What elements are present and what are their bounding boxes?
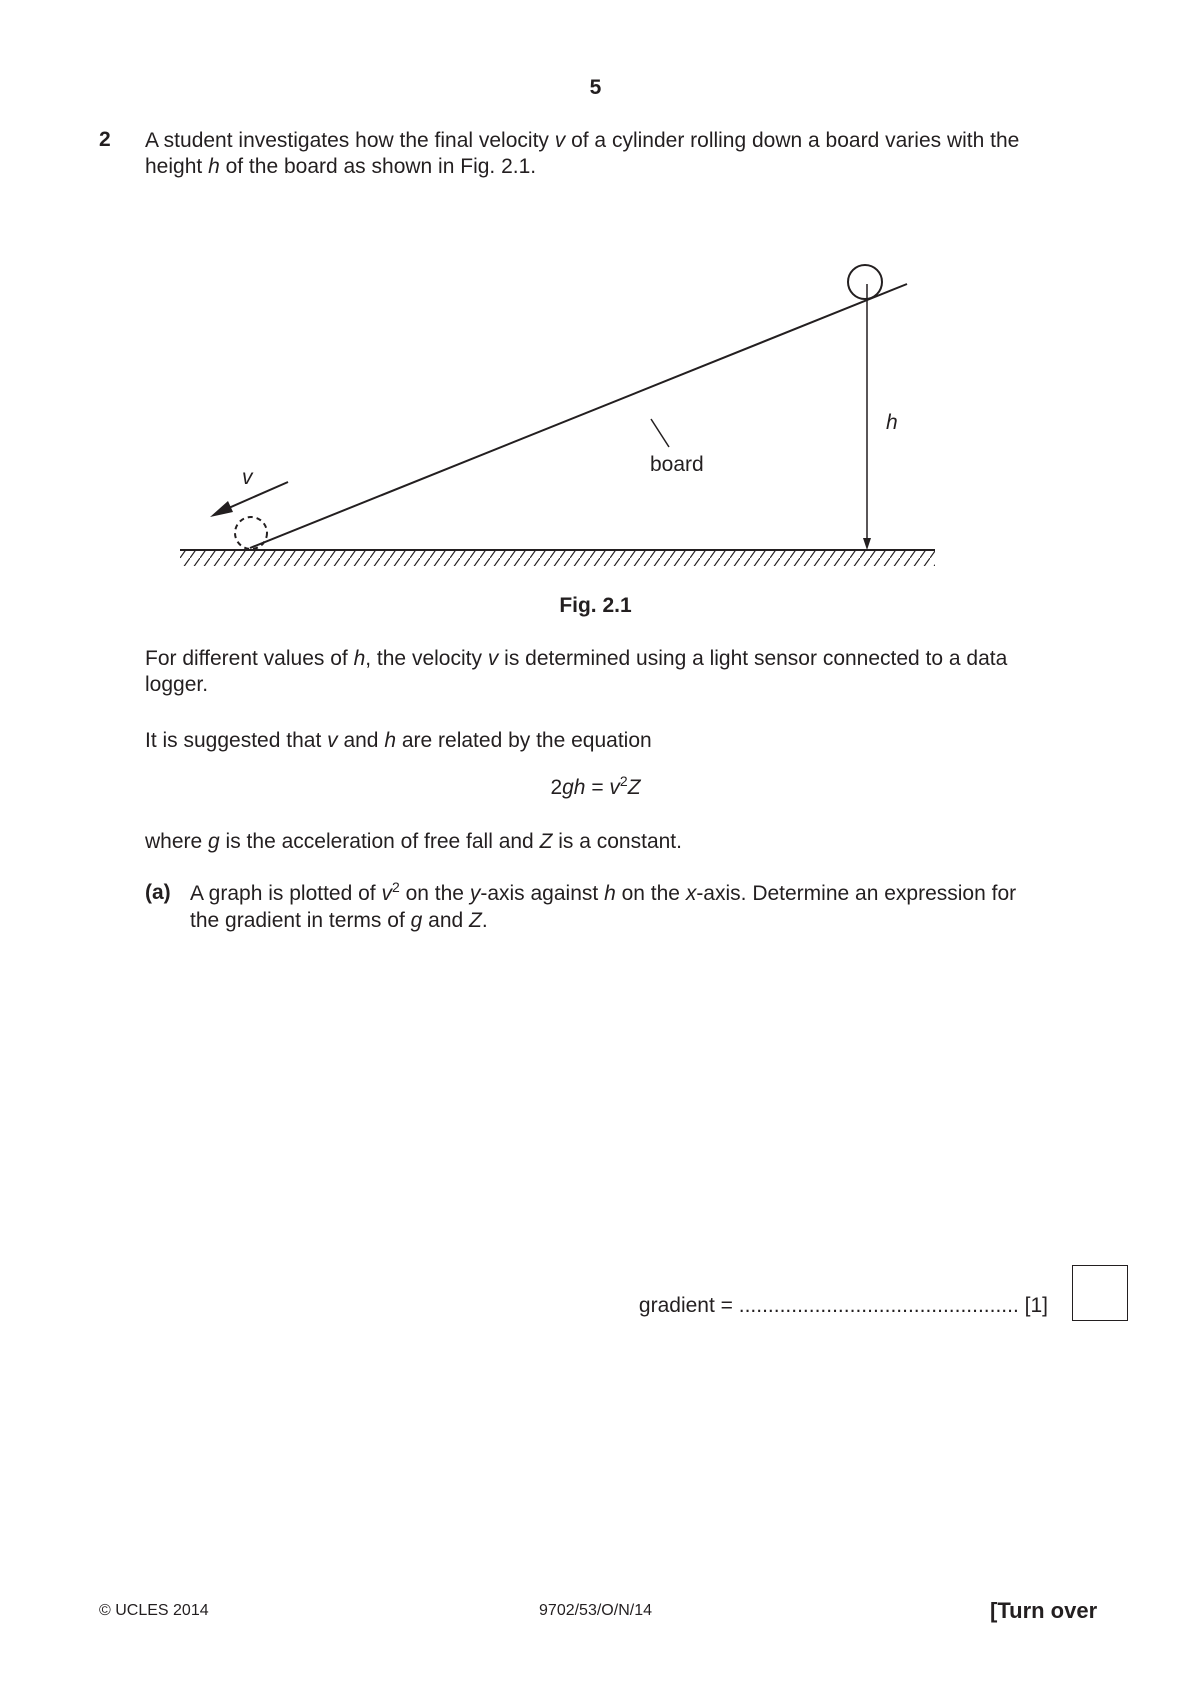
footer-paper-code: 9702/53/O/N/14 [539,1602,652,1619]
figure-caption: Fig. 2.1 [559,594,632,617]
part-a-text: A graph is plotted of $v^2$ on the y-axis against h on the x-axis. Determine an expression for the gradient in terms of g and Z. [190,879,1017,932]
label-board: board [650,453,704,476]
page-number: 5 [589,76,602,99]
label-h: h [886,411,898,434]
gradient-label: gradient = [638,1294,739,1317]
ground-hatching [180,551,935,566]
paragraph-suggestion: It is suggested that v and h are related by the equation [145,729,652,752]
gradient-answer-line[interactable] [598,1294,1048,1318]
equation: $2gh = v^2Z$ [550,773,641,799]
paragraph-method: For different values of h, the velocity v is determined using a light sensor connected to a data logger. [145,647,1008,696]
figure-board-diagram [170,250,950,580]
board-leader [651,419,669,447]
examiner-mark-box [1072,1265,1128,1321]
cylinder-top [848,265,882,299]
board-line [250,284,907,548]
footer-copyright: © UCLES 2014 [99,1602,209,1619]
paragraph-where: where g is the acceleration of free fall and Z is a constant. [145,830,682,853]
part-a-label: (a) [145,881,171,904]
label-v: v [242,466,253,489]
question-number: 2 [99,128,111,151]
question-intro: A student investigates how the final velocity v of a cylinder rolling down a board varies with the height h of the board as shown in Fig. 2.1. [145,129,1020,178]
marks-label: [1] [1018,1294,1048,1317]
answer-dots: ................................................ [738,1294,1019,1317]
cylinder-bottom-dashed [235,517,267,549]
footer-turn-over: [Turn over [990,1598,1098,1623]
velocity-arrow-head [210,501,233,517]
height-arrow-head [863,538,871,550]
